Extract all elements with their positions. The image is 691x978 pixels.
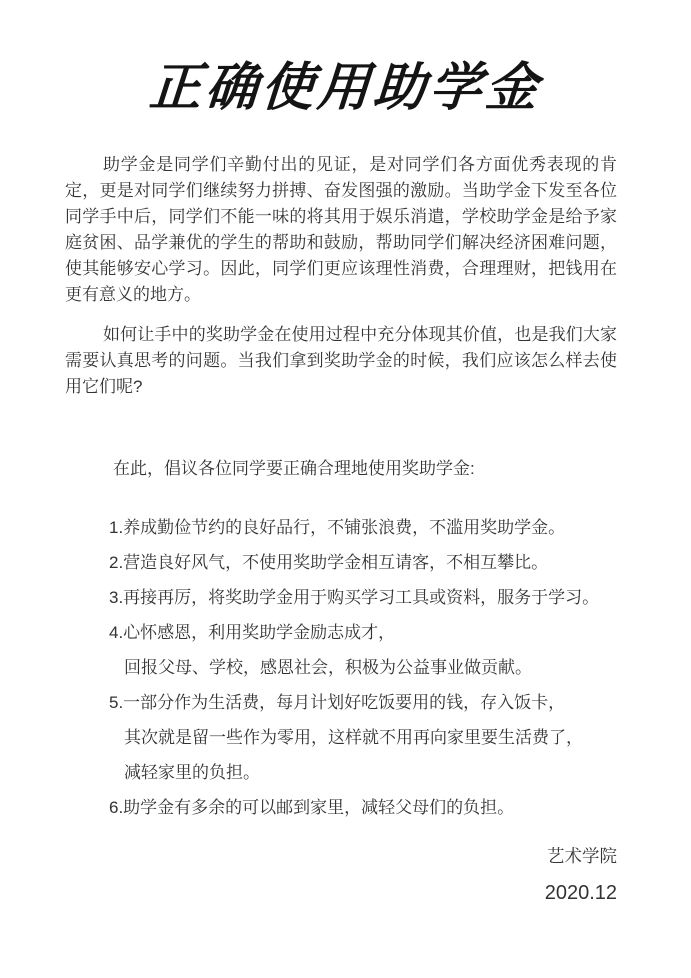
- suggestion-list: [109, 515, 617, 821]
- suggestion-line-5-continuation-b: 减轻家里的负担。: [124, 763, 260, 782]
- suggestion-line-4-continuation: 回报父母、学校，感恩社会，积极为公益事业做贡献。: [124, 658, 532, 677]
- suggestion-line-4: 4.心怀感恩，利用奖助学金励志成才，: [109, 623, 396, 642]
- suggestion-line-6: 6.助学金有多余的可以邮到家里，减轻父母们的负担。: [109, 798, 515, 817]
- question-paragraph: 如何让手中的奖助学金在使用过程中充分体现其价值，也是我们大家需要认真思考的问题。当我们拿到奖助学金的时候，我们应该怎么样去使用它们呢?: [65, 325, 617, 396]
- document-footer: [65, 843, 617, 906]
- suggestion-line-5-continuation-a: 其次就是留一些作为零用，这样就不用再向家里要生活费了，: [124, 728, 583, 747]
- document-title: 正确使用助学金: [147, 57, 544, 118]
- suggestion-line-2: 2.营造良好风气，不使用奖助学金相互请客，不相互攀比。: [109, 553, 549, 572]
- suggestion-line-1: 1.养成勤俭节约的良好品行，不铺张浪费，不滥用奖助学金。: [109, 518, 566, 537]
- document-body: [65, 152, 617, 906]
- signature: 艺术学院: [547, 846, 617, 866]
- date-line: 2020.12: [544, 882, 617, 904]
- suggestion-line-5: 5.一部分作为生活费，每月计划好吃饭要用的钱，存入饭卡，: [109, 693, 566, 712]
- suggestion-line-3: 3.再接再厉，将奖助学金用于购买学习工具或资料，服务于学习。: [109, 588, 600, 607]
- proposal-lead-line: 在此，倡议各位同学要正确合理地使用奖助学金:: [113, 459, 475, 478]
- intro-paragraph: 助学金是同学们辛勤付出的见证，是对同学们各方面优秀表现的肯定，更是对同学们继续努力拼搏、奋发图强的激励。当助学金下发至各位同学手中后，同学们不能一味的将其用于娱乐消遣，学校助学金是给予家庭贫困、品学兼优的学生的帮助和鼓励，帮助同学们解决经济困难问题，使其能够安心学习。因此，同学们更应该理性消费，合理理财，把钱用在更有意义的地方。: [65, 155, 617, 304]
